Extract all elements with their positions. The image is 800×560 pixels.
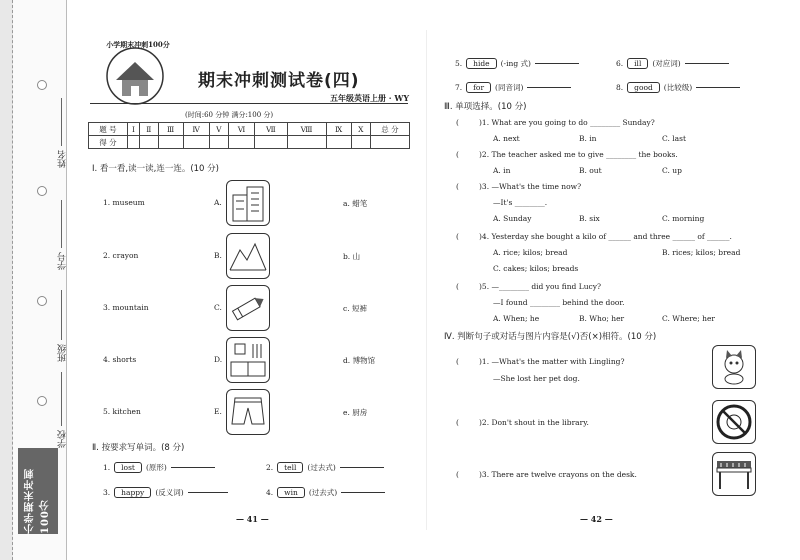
chinese-item: e. 厨房: [343, 408, 368, 417]
score-input[interactable]: [158, 136, 183, 149]
page-number-right: — 42 —: [580, 514, 613, 524]
class-field[interactable]: [61, 290, 62, 340]
mountain-icon: [226, 233, 270, 279]
question-text: )3. —What's the time now?: [479, 182, 582, 191]
question-text: —I found ________ behind the door.: [493, 298, 625, 307]
word-hint: (对应词): [652, 59, 681, 68]
desk-icon: [712, 452, 756, 496]
option[interactable]: A. in: [493, 166, 511, 175]
word-tag: lost: [114, 462, 142, 473]
score-cell: Ⅵ: [229, 123, 255, 136]
word-task: [266, 462, 384, 473]
score-table: [88, 122, 410, 149]
item-number: 3.: [103, 488, 111, 497]
word-task: [103, 487, 228, 498]
time-note: (时间:60 分钟 满分:100 分): [185, 111, 274, 119]
score-input[interactable]: [326, 136, 351, 149]
score-cell: Ⅷ: [287, 123, 326, 136]
judge-text: )2. Don't shout in the library.: [479, 418, 589, 427]
word-tag: for: [466, 82, 491, 93]
score-input[interactable]: [209, 136, 229, 149]
word-hint: (反义词): [155, 488, 184, 497]
item-number: 5.: [455, 59, 463, 68]
punch-hole: [37, 396, 47, 406]
section2-heading: Ⅱ. 按要求写单词。(8 分): [92, 443, 185, 453]
option[interactable]: B. out: [579, 166, 602, 175]
chinese-item: d. 博物馆: [343, 356, 376, 365]
word-tag: ill: [627, 58, 648, 69]
paren: (: [456, 182, 459, 191]
question-text: —It's ________.: [493, 198, 548, 207]
pic-label: C.: [214, 303, 222, 312]
judge-text: )1. —What's the matter with Lingling?: [479, 357, 625, 366]
answer-blank[interactable]: [171, 467, 215, 468]
word-item: 2. crayon: [103, 251, 139, 260]
name-field[interactable]: [61, 98, 62, 146]
answer-blank[interactable]: [696, 87, 740, 88]
word-hint: (比较级): [663, 83, 693, 92]
word-item: 1. museum: [103, 198, 145, 207]
score-input[interactable]: [229, 136, 255, 149]
option[interactable]: C. last: [662, 134, 686, 143]
paren: (: [456, 418, 459, 427]
score-header-row: [89, 123, 410, 136]
score-input[interactable]: [371, 136, 410, 149]
shorts-icon: [226, 389, 270, 435]
word-tag: tell: [277, 462, 303, 473]
score-input[interactable]: [140, 136, 159, 149]
word-task: [266, 487, 385, 498]
brand-vertical: 小学期末冲刺100分: [18, 448, 58, 534]
exam-subtitle: 五年级英语上册 · WY: [330, 93, 410, 103]
chinese-item: b. 山: [343, 252, 361, 261]
option[interactable]: A. next: [493, 134, 520, 143]
chinese-item: c. 短裤: [343, 304, 367, 313]
score-value-row: [89, 136, 410, 149]
score-cell: Ⅲ: [158, 123, 183, 136]
pic-label: D.: [214, 355, 223, 364]
option[interactable]: B. Who; her: [579, 314, 625, 323]
word-task: [455, 82, 571, 93]
pic-label: A.: [214, 198, 222, 207]
answer-blank[interactable]: [527, 87, 571, 88]
option[interactable]: A. rice; kilos; bread: [493, 248, 568, 257]
student-id-label: 学号: [58, 252, 68, 270]
option[interactable]: C. cakes; kilos; breads: [493, 264, 579, 273]
word-hint: (过去式): [308, 488, 338, 497]
word-item: 4. shorts: [103, 355, 137, 364]
punch-hole: [37, 186, 47, 196]
score-cell: 题 号: [89, 123, 128, 136]
score-cell: 总 分: [371, 123, 410, 136]
item-number: 7.: [455, 83, 463, 92]
option[interactable]: C. up: [662, 166, 682, 175]
paren: (: [456, 232, 459, 241]
word-hint: (原形): [145, 463, 167, 472]
word-task: [616, 82, 740, 93]
word-hint: (同音词): [495, 83, 524, 92]
school-field[interactable]: [61, 372, 62, 426]
score-cell: Ⅰ: [128, 123, 140, 136]
option[interactable]: C. Where; her: [662, 314, 716, 323]
school-label: 学校: [58, 430, 68, 448]
crayon-icon: [226, 285, 270, 331]
score-input[interactable]: [287, 136, 326, 149]
option[interactable]: A. When; he: [493, 314, 540, 323]
word-task: [455, 58, 579, 69]
score-cell: Ⅴ: [209, 123, 229, 136]
answer-blank[interactable]: [535, 63, 579, 64]
item-number: 8.: [616, 83, 624, 92]
exam-title: 期末冲刺测试卷(四): [198, 71, 360, 91]
score-cell: Ⅳ: [183, 123, 209, 136]
answer-blank[interactable]: [341, 492, 385, 493]
page-divider: [426, 30, 427, 530]
score-cell: Ⅹ: [351, 123, 370, 136]
answer-blank[interactable]: [188, 492, 228, 493]
word-tag: hide: [466, 58, 496, 69]
question-text: )1. What are you going to do ________ Sunday?: [479, 118, 655, 127]
section4-heading: Ⅳ. 判断句子或对话与图片内容是(√)否(×)相符。(10 分): [444, 332, 657, 342]
page-number-left: — 41 —: [236, 514, 269, 524]
paren: (: [456, 470, 459, 479]
word-hint: (-ing 式): [500, 59, 531, 68]
question-text: )5. —________ did you find Lucy?: [479, 282, 601, 291]
pic-label: B.: [214, 251, 222, 260]
paren: (: [456, 357, 459, 366]
name-label: 姓名: [58, 150, 68, 168]
section1-heading: Ⅰ. 看一看,读一读,连一连。(10 分): [92, 164, 219, 174]
item-number: 1.: [103, 463, 111, 472]
word-item: 3. mountain: [103, 303, 149, 312]
judge-text: —She lost her pet dog.: [493, 374, 580, 383]
word-item: 5. kitchen: [103, 407, 141, 416]
option[interactable]: B. in: [579, 134, 597, 143]
punch-hole: [37, 296, 47, 306]
question-text: )2. The teacher asked me to give ________ the books.: [479, 150, 678, 159]
header-rule: [90, 103, 408, 104]
option[interactable]: B. rices; kilos; bread: [662, 248, 741, 257]
score-input[interactable]: [128, 136, 140, 149]
option[interactable]: A. Sunday: [493, 214, 532, 223]
word-task: [616, 58, 729, 69]
item-number: 4.: [266, 488, 274, 497]
word-hint: (过去式): [307, 463, 336, 472]
answer-blank[interactable]: [340, 467, 384, 468]
class-label: 班级: [58, 344, 68, 362]
score-cell: Ⅱ: [140, 123, 159, 136]
word-tag: good: [627, 82, 660, 93]
no-shouting-sign-icon: [712, 400, 756, 444]
word-tag: win: [277, 487, 305, 498]
score-input[interactable]: [183, 136, 209, 149]
word-task: [103, 462, 215, 473]
score-input[interactable]: [351, 136, 370, 149]
answer-blank[interactable]: [685, 63, 729, 64]
cat-icon: [712, 345, 756, 389]
judge-text: )3. There are twelve crayons on the desk.: [479, 470, 637, 479]
question-text: )4. Yesterday she bought a kilo of ______ and three ______ of ______.: [479, 232, 732, 241]
punch-hole: [37, 80, 47, 90]
logo-text: 小学期末冲刺100分: [106, 40, 170, 49]
score-input[interactable]: [255, 136, 288, 149]
score-cell: Ⅶ: [255, 123, 288, 136]
option[interactable]: B. six: [579, 214, 600, 223]
item-number: 6.: [616, 59, 624, 68]
score-cell: 得 分: [89, 136, 128, 149]
paren: (: [456, 118, 459, 127]
binding-strip: [0, 0, 13, 560]
pic-label: E.: [214, 407, 222, 416]
word-tag: happy: [114, 487, 151, 498]
section3-heading: Ⅲ. 单项选择。(10 分): [444, 102, 527, 112]
kitchen-icon: [226, 337, 270, 383]
chinese-item: a. 蜡笔: [343, 199, 368, 208]
score-cell: Ⅸ: [326, 123, 351, 136]
student-id-field[interactable]: [61, 200, 62, 248]
paren: (: [456, 150, 459, 159]
item-number: 2.: [266, 463, 274, 472]
building-icon: [226, 180, 270, 226]
option[interactable]: C. morning: [662, 214, 705, 223]
paren: (: [456, 282, 459, 291]
